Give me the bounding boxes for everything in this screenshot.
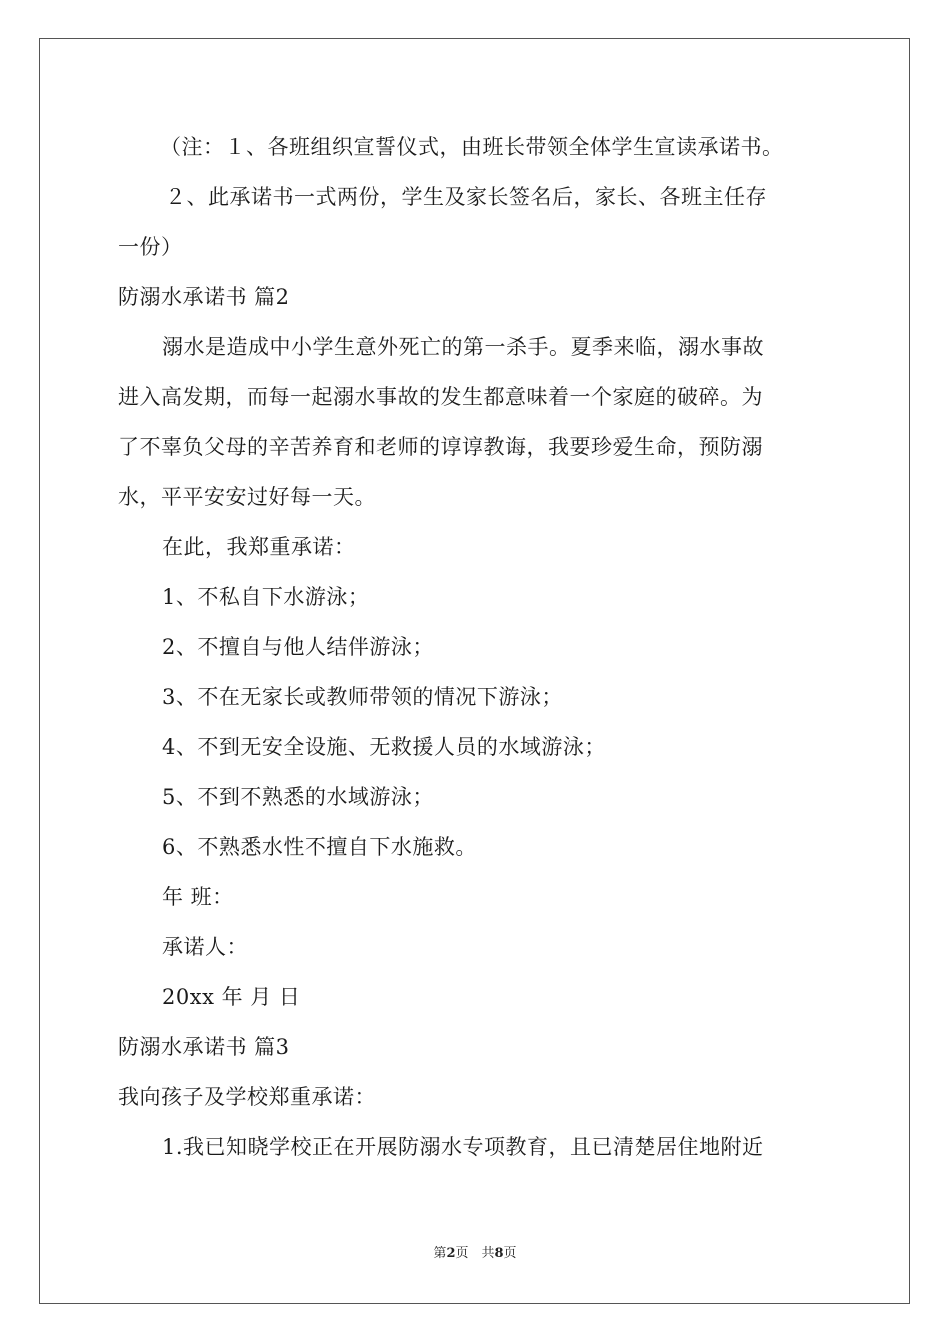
date-field: 20xx 年 月 日 xyxy=(162,985,301,1009)
page-number-footer xyxy=(0,1245,950,1263)
page-mid: 页 共 xyxy=(455,1246,495,1261)
paragraph-line-3: 了不辜负父母的辛苦养育和老师的谆谆教诲，我要珍爱生命，预防溺 xyxy=(118,435,763,459)
page-suffix: 页 xyxy=(503,1246,517,1261)
page-current: 2 xyxy=(446,1246,456,1261)
section-heading-2: 防溺水承诺书 篇2 xyxy=(118,285,290,309)
pledge-item-3: 3、不在无家长或教师带领的情况下游泳； xyxy=(162,685,563,709)
class-field: 年 班： xyxy=(162,885,234,909)
page-border xyxy=(39,38,910,1304)
signer-field: 承诺人： xyxy=(162,935,248,959)
section3-intro: 我向孩子及学校郑重承诺： xyxy=(118,1085,376,1109)
page-prefix: 第 xyxy=(433,1246,447,1261)
page-total: 8 xyxy=(494,1246,504,1261)
note-line-3: 一份） xyxy=(118,235,183,259)
pledge-item-2: 2、不擅自与他人结伴游泳； xyxy=(162,635,434,659)
pledge-intro: 在此，我郑重承诺： xyxy=(162,535,356,559)
section-heading-3: 防溺水承诺书 篇3 xyxy=(118,1035,290,1059)
paragraph-line-4: 水，平平安安过好每一天。 xyxy=(118,485,376,509)
pledge-item-6: 6、不熟悉水性不擅自下水施救。 xyxy=(162,835,477,859)
pledge-item-1: 1、不私自下水游泳； xyxy=(162,585,370,609)
note-line-1: （注：１、各班组织宣誓仪式，由班长带领全体学生宣读承诺书。 xyxy=(160,135,784,159)
section3-item-1: 1.我已知晓学校正在开展防溺水专项教育，且已清楚居住地附近 xyxy=(162,1135,764,1159)
pledge-item-4: 4、不到无安全设施、无救援人员的水域游泳； xyxy=(162,735,606,759)
paragraph-line-2: 进入高发期，而每一起溺水事故的发生都意味着一个家庭的破碎。为 xyxy=(118,385,763,409)
paragraph-line-1: 溺水是造成中小学生意外死亡的第一杀手。夏季来临，溺水事故 xyxy=(162,335,764,359)
note-line-2: ２、此承诺书一式两份，学生及家长签名后，家长、各班主任存 xyxy=(165,185,767,209)
pledge-item-5: 5、不到不熟悉的水域游泳； xyxy=(162,785,434,809)
